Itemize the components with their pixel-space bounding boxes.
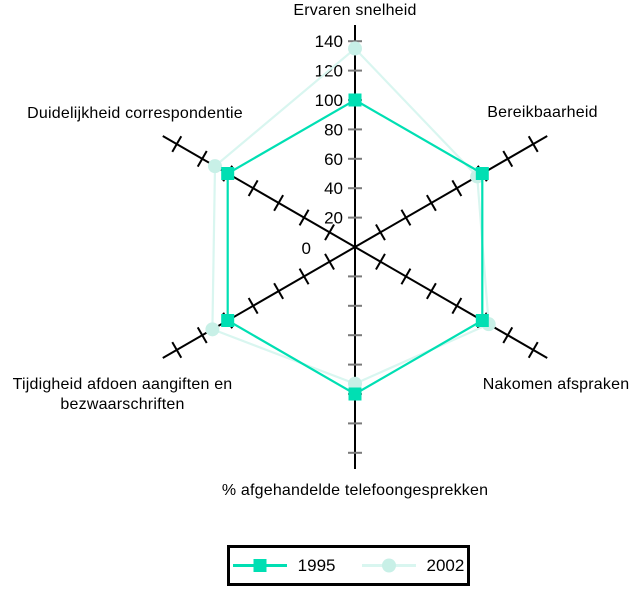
tick-labels — [302, 32, 343, 258]
tick-mark — [452, 180, 461, 196]
series-1995-marker — [221, 314, 234, 327]
series-1995-marker — [476, 314, 489, 327]
axis-line — [355, 136, 547, 247]
tick-mark — [198, 151, 207, 167]
series-1995-marker — [349, 94, 362, 107]
tick-mark — [529, 342, 538, 358]
tick-mark — [503, 327, 512, 343]
legend-item-1995 — [233, 556, 336, 576]
series-1995-marker — [221, 167, 234, 180]
tick-mark — [376, 254, 385, 270]
legend-label-1995: 1995 — [297, 555, 336, 575]
axis-label-ervaren-snelheid: Ervaren snelheid — [293, 2, 417, 19]
tick-mark — [172, 342, 181, 358]
axis-label-telefoongesprekken: % afgehandelde telefoongesprekken — [221, 482, 489, 499]
tick-mark — [300, 210, 309, 226]
series-1995-marker — [476, 167, 489, 180]
axis-label-tijdigheid: Tijdigheid afdoen aangiften en bezwaarschriften — [12, 376, 233, 413]
tick-mark — [300, 269, 309, 285]
legend-marker-2002-circle — [362, 558, 416, 573]
tick-mark — [401, 210, 410, 226]
legend-label-2002: 2002 — [426, 555, 465, 575]
tick-label: 100 — [314, 91, 343, 110]
tick-mark — [401, 269, 410, 285]
axis-label-nakomen-afspraken: Nakomen afspraken — [482, 376, 630, 393]
tick-mark — [274, 195, 283, 211]
tick-label: 60 — [324, 149, 343, 169]
tick-mark — [427, 195, 436, 211]
tick-mark — [452, 298, 461, 314]
tick-mark — [376, 225, 385, 241]
series-2002-marker — [208, 159, 222, 173]
tick-mark — [249, 298, 258, 314]
legend-item-2002 — [362, 556, 465, 576]
tick-mark — [249, 180, 258, 196]
tick-mark — [274, 283, 283, 299]
tick-label: 80 — [324, 120, 343, 140]
series-2002-marker — [205, 322, 219, 336]
axis-label-bereikbaarheid: Bereikbaarheid — [487, 104, 598, 121]
axis-label-duidelijkheid: Duidelijkheid correspondentie — [27, 105, 243, 122]
tick-label: 140 — [314, 32, 343, 52]
axis-line — [163, 247, 355, 358]
series-1995-marker — [349, 388, 362, 401]
tick-label: 0 — [301, 239, 311, 258]
tick-mark — [529, 136, 538, 152]
legend-marker-1995-square — [233, 558, 287, 573]
tick-mark — [325, 254, 334, 270]
tick-label: 40 — [324, 179, 343, 199]
tick-mark — [427, 283, 436, 299]
tick-label: 20 — [324, 208, 343, 228]
tick-label: 120 — [314, 61, 343, 81]
series-2002-marker — [348, 42, 362, 56]
tick-mark — [172, 136, 181, 152]
tick-mark — [503, 151, 512, 167]
legend — [227, 545, 470, 586]
tick-mark — [198, 327, 207, 343]
